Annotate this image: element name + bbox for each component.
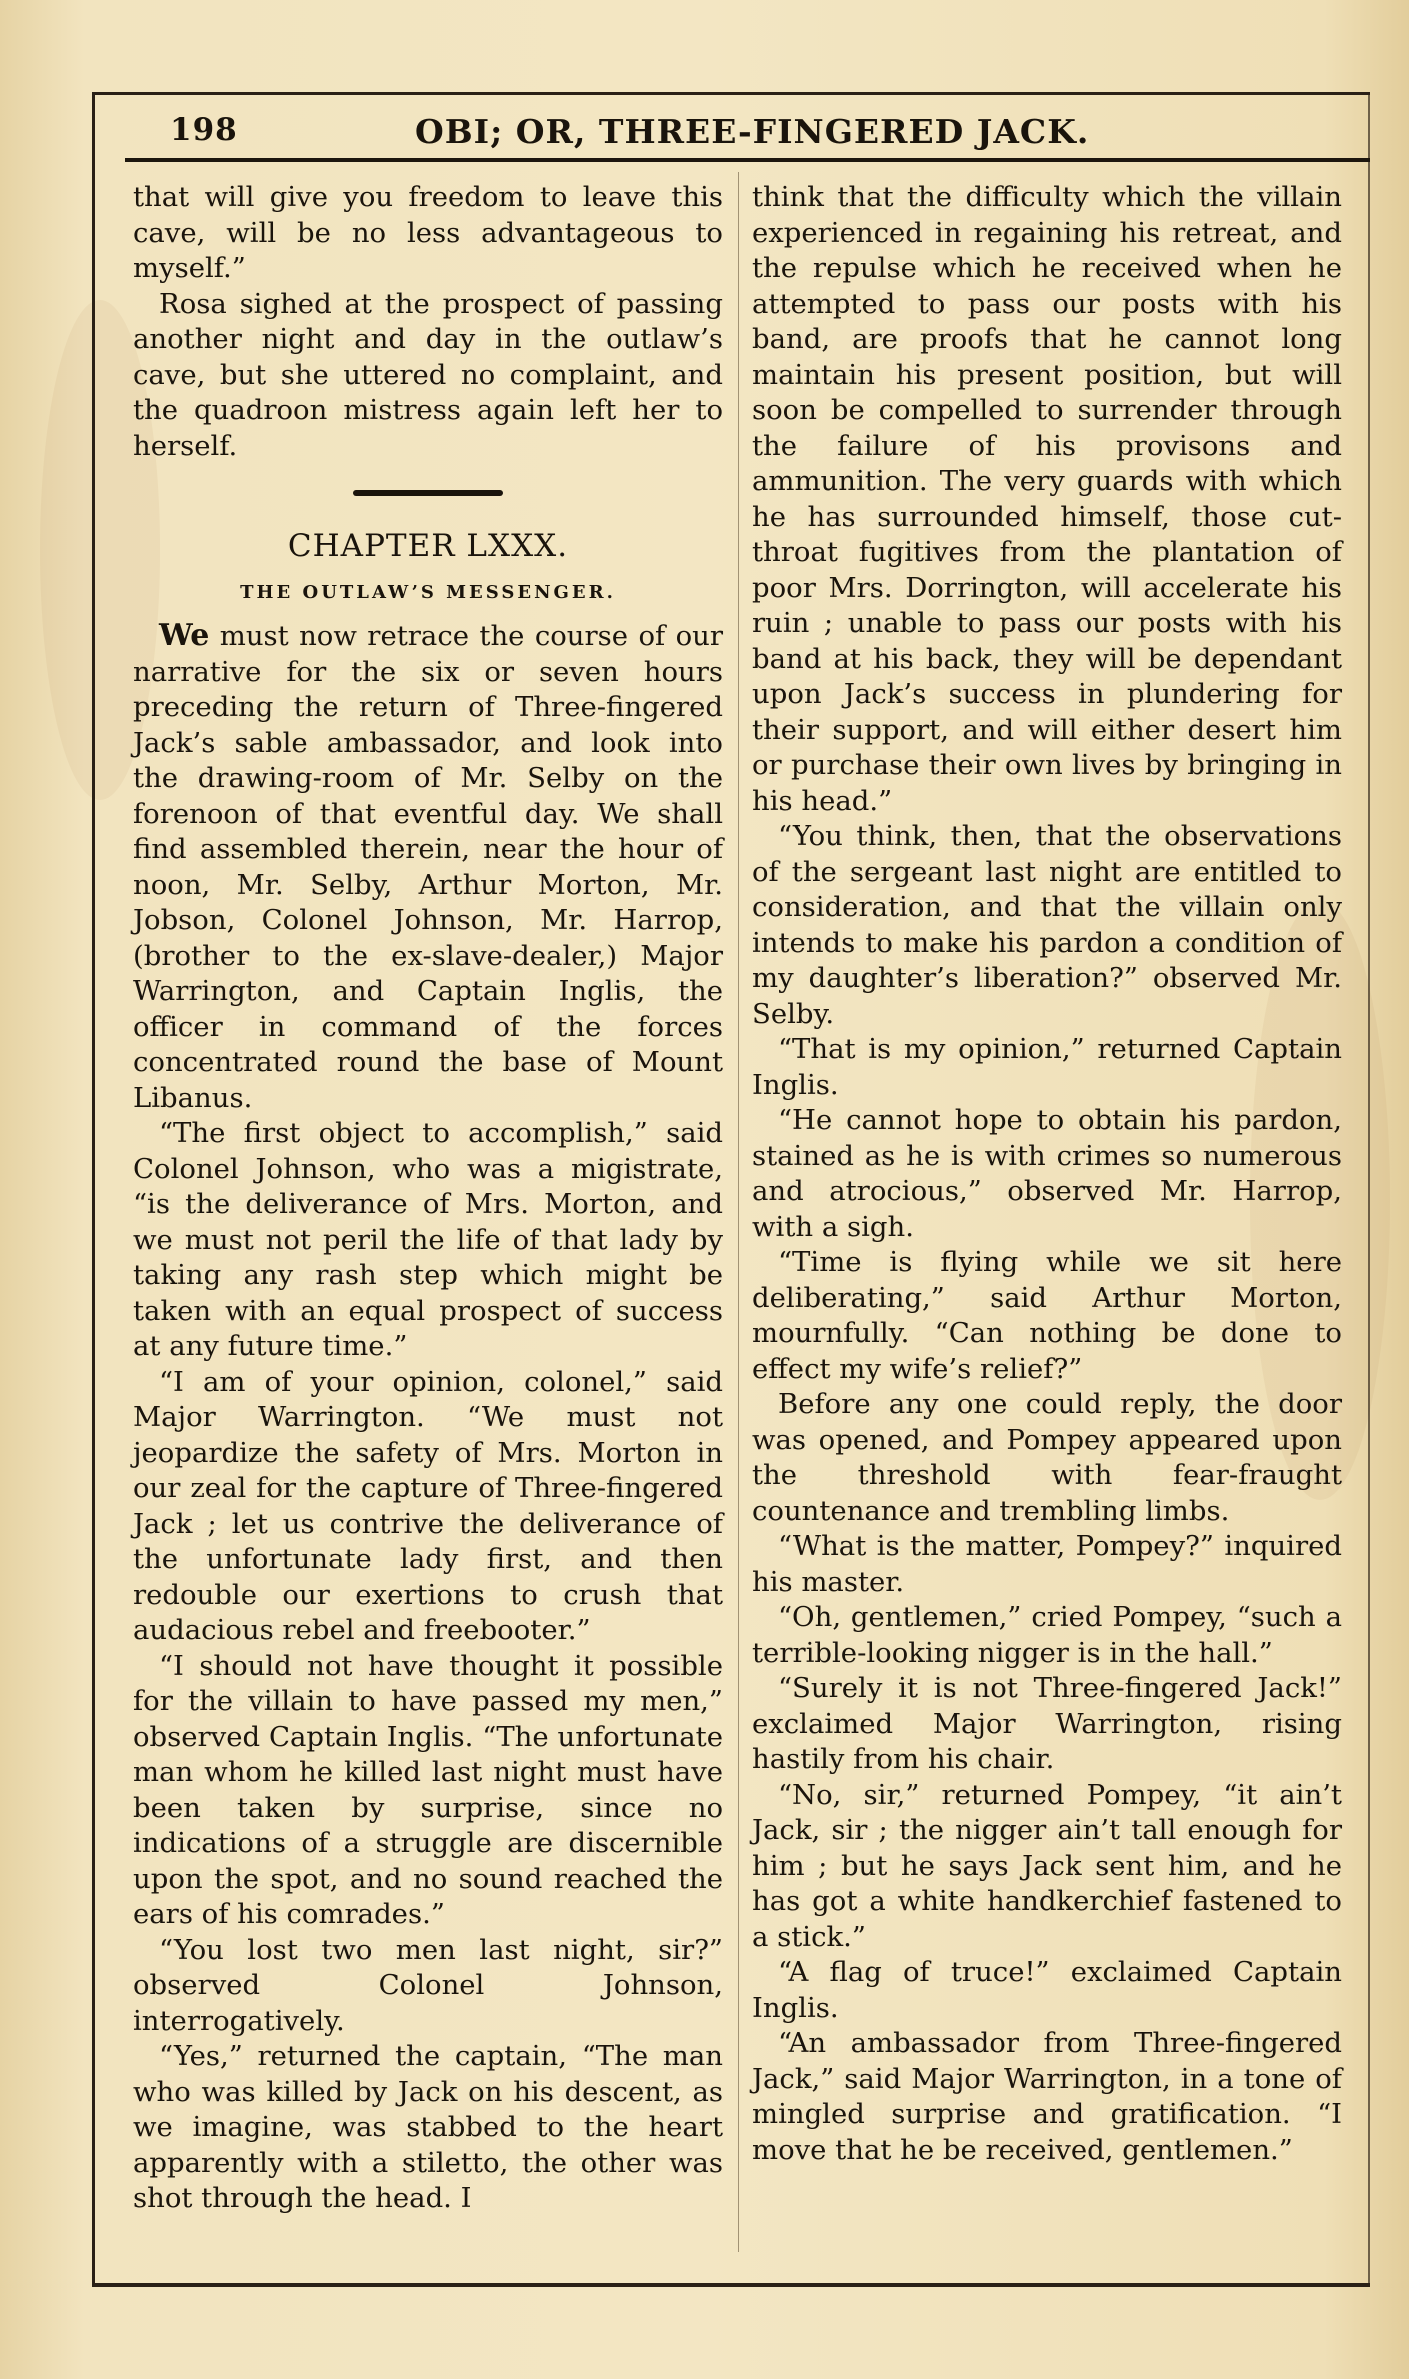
chapter-subtitle: THE OUTLAW’S MESSENGER. <box>240 582 616 603</box>
left-column <box>133 180 723 2217</box>
paragraph: “He cannot hope to obtain his pardon, stained as he is with crimes so numerous and atrocious,” observed Mr. Harrop, with a sigh. <box>752 1104 1342 1243</box>
paragraph: “I should not have thought it possible for the villain to have passed my men,” observed Captain Inglis. “The unfortunate man whom he killed last night must have been taken by surprise, since no indications of a struggle are discernible upon the spot, and no sound reached the ears of his comrades.” <box>133 1649 723 1930</box>
paragraph: “An ambassador from Three-fingered Jack,” said Major Warrington, in a tone of mingled surprise and gratification. “I move that he be received, gentlemen.” <box>752 2027 1342 2166</box>
paragraph: that will give you freedom to leave this cave, will be no less advantageous to myself.” <box>133 181 723 284</box>
paragraph: think that the difficulty which the villain experienced in regaining his retreat, and the repulse which he received when he attempted to pass our posts with his band, are proofs that he cannot long maintain his present position, but will soon be compelled to surrender through the failure of his provisons and ammunition. The very guards with which he has surrounded himself, those cut-throat fugitives from the plantation of poor Mrs. Dorrington, will accelerate his ruin ; unable to pass our posts with his band at his back, they will be dependant upon Jack’s success in plundering for their support, and will either desert him or purchase their own lives by bringing in his head.” <box>752 181 1342 817</box>
frame-top-border <box>92 92 1370 95</box>
right-column <box>752 180 1342 2168</box>
opening-word: We <box>159 618 210 653</box>
paragraph: “Time is flying while we sit here deliberating,” said Arthur Morton, mournfully. “Can nothing be done to effect my wife’s relief?” <box>752 1246 1342 1385</box>
frame-left-border <box>92 92 95 2287</box>
paragraph: “Yes,” returned the captain, “The man who was killed by Jack on his descent, as we imagine, was stabbed to the heart apparently with a stiletto, the other was shot through the head. I <box>133 2040 723 2214</box>
chapter-title: CHAPTER LXXX. <box>287 528 569 564</box>
paragraph: “You lost two men last night, sir?” observed Colonel Johnson, interrogatively. <box>133 1933 723 2037</box>
running-title: OBI; OR, THREE-FINGERED JACK. <box>415 112 1090 151</box>
paragraph: “The first object to accomplish,” said Colonel Johnson, who was a migistrate, “is the deliverance of Mrs. Morton, and we must not peril the life of that lady by taking any rash step which might be taken with an equal prospect of success at any future time.” <box>133 1117 723 1362</box>
paragraph: “Surely it is not Three-fingered Jack!” exclaimed Major Warrington, rising hastily from his chair. <box>752 1672 1342 1775</box>
paragraph: “A flag of truce!” exclaimed Captain Inglis. <box>752 1956 1342 2024</box>
page-number: 198 <box>170 112 238 148</box>
header-rule <box>125 158 1370 162</box>
paragraph: Rosa sighed at the prospect of passing another night and day in the outlaw’s cave, but she uttered no complaint, and the quadroon mistress again left her to herself. <box>133 287 723 462</box>
paragraph: “What is the matter, Pompey?” inquired his master. <box>752 1530 1342 1598</box>
frame-bottom-border <box>92 2283 1370 2287</box>
paragraph: “I am of your opinion, colonel,” said Major Warrington. “We must not jeopardize the safety of Mrs. Morton in our zeal for the capture of Three-fingered Jack ; let us contrive the deliverance of the unfortunate lady first, and then redouble our exertions to crush that audacious rebel and freebooter.” <box>133 1365 723 1646</box>
paragraph: “Oh, gentlemen,” cried Pompey, “such a terrible-looking nigger is in the hall.” <box>752 1601 1342 1669</box>
section-ornament <box>353 490 503 496</box>
paragraph <box>133 618 723 1116</box>
paragraph-text: must now retrace the course of our narrative for the six or seven hours preceding the return of Three-fingered Jack’s sable ambassador, and look into the drawing-room of Mr. Selby on the forenoon of that eventful day. We shall find assembled therein, near the hour of noon, Mr. Selby, Arthur Morton, Mr. Jobson, Colonel Johnson, Mr. Harrop, (brother to the ex-slave-dealer,) Major Warrington, and Captain Inglis, the officer in command of the forces concentrated round the base of Mount Libanus. <box>133 620 723 1114</box>
column-divider <box>738 172 739 2252</box>
frame-right-border <box>1368 95 1370 2285</box>
paragraph: “That is my opinion,” returned Captain Inglis. <box>752 1033 1342 1101</box>
paragraph: “You think, then, that the observations of the sergeant last night are entitled to consideration, and that the villain only intends to make his pardon a condition of my daughter’s liberation?” observed Mr. Selby. <box>752 820 1342 1030</box>
running-header <box>170 110 1360 156</box>
paragraph: “No, sir,” returned Pompey, “it ain’t Jack, sir ; the nigger ain’t tall enough for him ; but he says Jack sent him, and he has got a white handkerchief fastened to a stick.” <box>752 1778 1342 1953</box>
paragraph: Before any one could reply, the door was opened, and Pompey appeared upon the threshold with fear-fraught countenance and trembling limbs. <box>752 1388 1342 1527</box>
